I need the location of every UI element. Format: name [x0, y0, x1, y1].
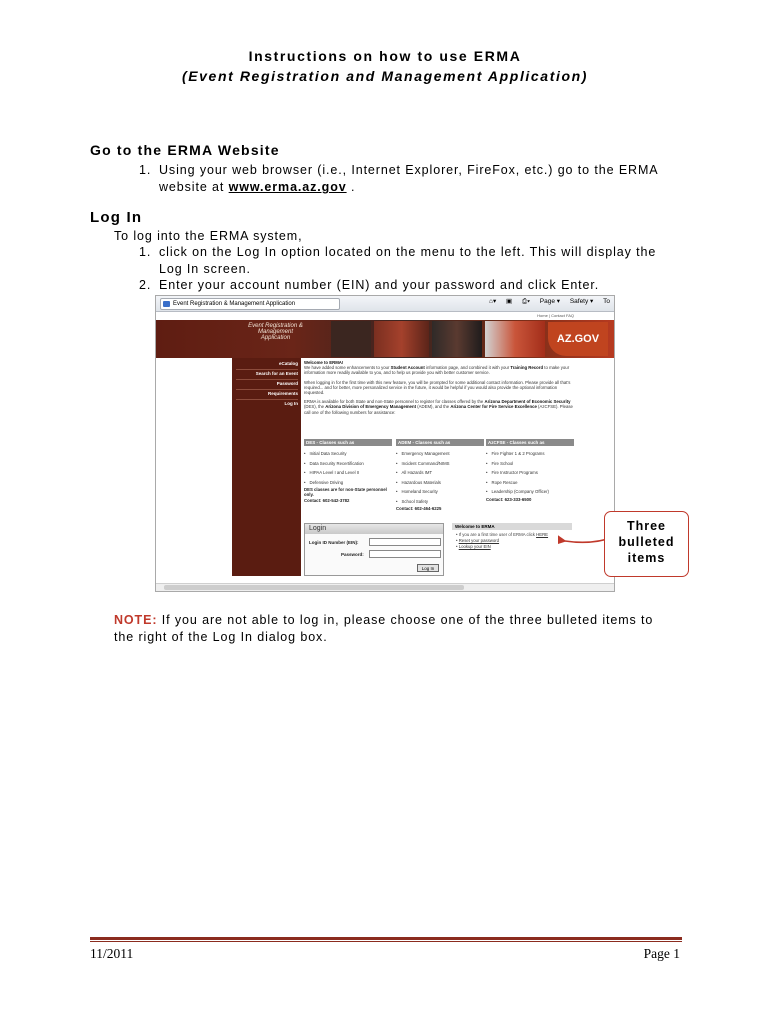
list-item: • Homeland Security [396, 487, 484, 497]
list-item: • Defensive Driving [304, 478, 392, 488]
column-contact: Contact: 602-542-3782 [304, 498, 350, 503]
step-text-suffix: . [346, 180, 356, 194]
login-intro: To log into the ERMA system, [114, 229, 303, 243]
page-gutter [156, 358, 232, 583]
list-item: • Leadership (Company Officer) [486, 487, 574, 497]
footer-page-number: Page 1 [643, 946, 680, 961]
document-subtitle: (Event Registration and Management Application) [181, 68, 589, 84]
nav-divider [236, 369, 298, 370]
welcome-box [452, 523, 572, 576]
nav-log-in[interactable]: Log In [284, 401, 298, 406]
callout-line: items [627, 551, 666, 565]
document-title: Instructions on how to use ERMA [248, 48, 522, 64]
column-header: AzCFSE - Classes such as [486, 439, 574, 446]
here-link[interactable]: HERE [536, 532, 549, 537]
list-item: • Initial Data Security [304, 449, 392, 459]
erma-website-link[interactable]: www.erma.az.gov [228, 180, 347, 194]
note-label: NOTE: [114, 613, 158, 627]
site-top-links[interactable]: Home | Contact FAQ [537, 313, 574, 318]
list-item: • All Hazards IMT [396, 468, 484, 478]
ein-input[interactable] [369, 538, 441, 546]
password-label: Password: [341, 552, 364, 557]
list-item: • Fire School [486, 459, 574, 469]
site-nav [232, 358, 301, 576]
page-menu[interactable]: Page ▾ [539, 298, 560, 305]
column-contact: Contact: 623-333-6500 [486, 496, 532, 502]
browser-tab-label: Event Registration & Management Application [173, 301, 296, 307]
step-text: Log In screen. [159, 262, 251, 276]
erma-screenshot [155, 295, 615, 592]
nav-ecatalog[interactable]: eCatalog [278, 361, 298, 366]
reset-password-item: • Reset your password [456, 538, 500, 543]
print-icon[interactable]: ⎙▾ [522, 298, 530, 305]
callout-line: Three [626, 519, 667, 533]
home-icon[interactable]: ⌂▾ [489, 298, 497, 305]
welcome-title: Welcome to ERMA! [304, 360, 344, 365]
welcome-text [304, 360, 574, 415]
step-text: click on the Log In option located on the menu to the left. This will display the [159, 245, 657, 259]
tools-menu[interactable]: To [603, 298, 610, 305]
browser-tab[interactable] [160, 298, 340, 310]
horizontal-scrollbar[interactable] [156, 583, 614, 591]
list-item: • Fire Fighter 1 & 2 Programs [486, 449, 574, 459]
step-number: 2. [139, 278, 152, 292]
note-line: the right of the Log In dialog box. [114, 630, 328, 644]
nav-divider [236, 399, 298, 400]
list-item: • Data Security Recertification [304, 459, 392, 469]
first-time-user-item: • If you are a first time user of ERMA click HERE [456, 532, 549, 537]
footer-date: 11/2011 [90, 946, 134, 961]
banner-title: Event Registration & Management Application [248, 323, 303, 341]
ein-label: Login ID Number (EIN): [309, 540, 359, 545]
nav-divider [236, 379, 298, 380]
list-item: • Incident Command/NIMS [396, 459, 484, 469]
password-input[interactable] [369, 550, 441, 558]
welcome-box-header: Welcome to ERMA [452, 523, 572, 530]
list-item: • Hazardous Materials [396, 478, 484, 488]
safety-menu[interactable]: Safety ▾ [569, 298, 594, 305]
nav-requirements[interactable]: Requirements [267, 391, 298, 396]
step-text: Using your web browser (i.e., Internet Explorer, FireFox, etc.) go to the ERMA [159, 163, 659, 177]
column-note: DES classes are for non-State personnel only. [304, 487, 387, 497]
callout-line: bulleted [618, 535, 675, 549]
step-text-prefix: website at [159, 180, 229, 194]
heading-log-in: Log In [90, 209, 143, 226]
login-header: Login [305, 524, 443, 534]
favicon-icon [163, 301, 170, 307]
footer-rule [90, 941, 682, 942]
step-text [159, 179, 355, 196]
welcome-para: We have added some enhancements to your Student Account information page, and combined it with your Training Record to make your information more readily available to you, and to help us provide you with better customer service. [304, 365, 570, 376]
reset-password-link[interactable]: Reset your password [458, 538, 500, 543]
banner-photo [374, 321, 429, 357]
note-line: If you are not able to log in, please choose one of the three bulleted items to [157, 613, 654, 627]
column-header: ADEM - Classes such as [396, 439, 484, 446]
azgov-logo: AZ.GOV [548, 322, 608, 356]
banner-photo [432, 321, 482, 357]
des-column [304, 439, 392, 503]
list-item: • Fire Instructor Programs [486, 468, 574, 478]
step-number: 1. [139, 245, 152, 259]
welcome-para: When logging in for the first time with this new feature, you will be prompted for some additional contact information. Please provide all that's required... and for better, more personalized service in the future, it would be helpful if you would also provide the optional information requested. [304, 379, 571, 396]
login-dialog [304, 523, 444, 576]
nav-search-event[interactable]: Search for an Event [255, 371, 298, 376]
footer-rule [90, 937, 682, 940]
lookup-ein-link[interactable]: Lookup your EIN [458, 544, 491, 549]
step-number: 1. [139, 163, 152, 177]
banner-photo [331, 321, 371, 357]
browser-toolbar [156, 296, 614, 312]
list-item: • HIPAA Level I and Level II [304, 468, 392, 478]
heading-go-to-website: Go to the ERMA Website [90, 142, 280, 158]
step-text: Enter your account number (EIN) and your password and click Enter. [159, 278, 600, 292]
scrollbar-thumb[interactable] [164, 585, 464, 590]
log-in-button[interactable]: Log In [417, 564, 439, 572]
nav-divider [236, 389, 298, 390]
list-item: • Rope Rescue [486, 478, 574, 488]
nav-password[interactable]: Password [276, 381, 298, 386]
lookup-ein-item: • Lookup your EIN [456, 544, 491, 549]
callout-box [604, 511, 689, 577]
list-item: • School Safety [396, 497, 484, 507]
column-header: DES - Classes such as [304, 439, 392, 446]
note-text [114, 612, 653, 629]
banner-photo [485, 321, 545, 357]
feeds-icon[interactable]: ▣ [506, 298, 513, 305]
welcome-para: ERMA is available for both State and non-State personnel to register for classes offered by the Arizona Department of Economic Security (DES), the Arizona Division of Emergency Management (ADEM), and the Arizona Center for Fire Service Excellence (AzCFSE). Please call one of the following numbers for assistance: [304, 399, 573, 415]
adem-column [396, 439, 484, 511]
browser-tools [481, 299, 610, 305]
column-contact: Contact: 602-464-6225 [396, 506, 442, 511]
list-item: • Emergency Management [396, 449, 484, 459]
azcfse-column [486, 439, 574, 502]
